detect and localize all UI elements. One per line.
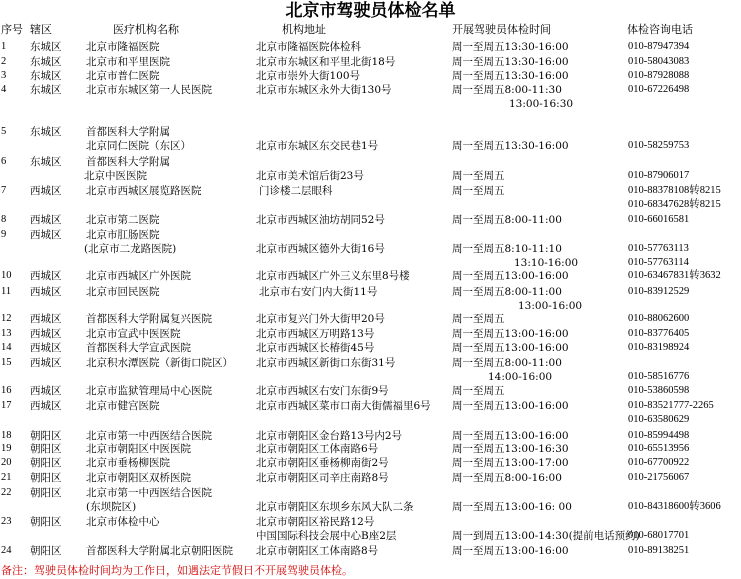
cell-hours: 周一至周五13:00-16:00 [452, 400, 569, 412]
cell-address: 北京市西城区长椿街45号 [256, 342, 375, 354]
cell-hours: 周一至周五 [452, 385, 505, 397]
cell-district: 西城区 [30, 270, 62, 282]
cell-name: 北京市监狱管理局中心医院 [86, 385, 212, 397]
cell-district: 朝阳区 [30, 430, 62, 442]
cell-district: 西城区 [30, 400, 62, 412]
cell-district: 西城区 [30, 385, 62, 397]
header-address: 机构地址 [282, 23, 326, 36]
cell-name: 北京市健宫医院 [86, 400, 160, 412]
cell-phone: 010-68017701 [628, 530, 690, 541]
cell-hours: 13:00-16:30 [509, 98, 574, 110]
cell-name: 北京市和平里医院 [86, 56, 170, 68]
cell-name: 北京市西城区展览路医院 [86, 185, 202, 197]
cell-no: 2 [1, 56, 7, 67]
cell-phone: 010-83198924 [628, 342, 690, 353]
cell-district: 朝阳区 [30, 487, 62, 499]
cell-address: 北京市西城区万明路13号 [256, 328, 375, 340]
cell-phone: 010-65513956 [628, 443, 690, 454]
header-district: 辖区 [30, 23, 52, 36]
cell-hours: 13:00-16:00 [518, 300, 583, 312]
cell-hours: 周一至周五13:30-16:00 [452, 70, 569, 82]
cell-phone: 010-53860598 [628, 385, 690, 396]
cell-phone: 010-57763113 [628, 243, 689, 254]
cell-hours: 周一至周五13:00-16:00 [452, 545, 569, 557]
cell-no: 16 [1, 385, 12, 396]
cell-name: 北京中医医院 [84, 170, 147, 182]
cell-district: 东城区 [30, 126, 62, 138]
cell-district: 朝阳区 [30, 443, 62, 455]
cell-phone: 010-21756067 [628, 472, 690, 483]
cell-name: (北京市二龙路医院) [84, 243, 177, 255]
header-no: 序号 [1, 23, 23, 36]
cell-name: 北京市回民医院 [86, 286, 160, 298]
cell-address: 北京市朝阳区东坝乡东风大队二条 [256, 501, 414, 513]
cell-address: 北京市朝阳区金台路13号内2号 [256, 430, 403, 442]
cell-no: 19 [1, 443, 12, 454]
cell-no: 3 [1, 70, 7, 81]
cell-phone: 010-89138251 [628, 545, 690, 556]
cell-phone: 010-68347628转8215 [628, 199, 721, 210]
cell-phone: 010-67226498 [628, 84, 690, 95]
cell-phone: 010-88062600 [628, 313, 690, 324]
cell-hours: 13:10-16:00 [514, 257, 579, 269]
cell-name: 北京市隆福医院 [86, 41, 160, 53]
cell-no: 24 [1, 545, 12, 556]
cell-name: 北京市东城区第一人民医院 [86, 84, 212, 96]
cell-name: 北京市第二医院 [86, 214, 160, 226]
cell-no: 22 [1, 487, 12, 498]
cell-name: 北京市第一中西医结合医院 [86, 487, 212, 499]
cell-district: 朝阳区 [30, 545, 62, 557]
header-hours: 开展驾驶员体检时间 [452, 23, 551, 36]
cell-hours: 周一至周五13:00-16: 00 [452, 501, 572, 513]
cell-phone: 010-58516776 [628, 371, 690, 382]
cell-district: 西城区 [30, 229, 62, 241]
cell-no: 10 [1, 270, 12, 281]
cell-district: 东城区 [30, 70, 62, 82]
cell-phone: 010-84318600转3606 [628, 501, 721, 512]
cell-hours: 周一至周五8:00-11:30 [452, 84, 562, 96]
cell-name: (东坝院区) [86, 501, 137, 513]
cell-no: 5 [1, 126, 7, 137]
cell-no: 6 [1, 156, 7, 167]
cell-no: 8 [1, 214, 7, 225]
cell-hours: 周一至周五8:00-16:00 [452, 472, 562, 484]
cell-address: 门诊楼二层眼科 [259, 185, 333, 197]
cell-no: 13 [1, 328, 12, 339]
cell-no: 15 [1, 357, 12, 368]
cell-address: 北京市朝阳区工体南路6号 [256, 443, 379, 455]
cell-district: 朝阳区 [30, 516, 62, 528]
cell-address: 北京市复兴门外大街甲20号 [256, 313, 385, 325]
cell-address: 北京市朝阳区裕民路12号 [256, 516, 375, 528]
cell-hours: 周一至周五8:00-11:00 [452, 357, 562, 369]
cell-district: 西城区 [30, 286, 62, 298]
cell-hours: 周一至周五8:00-11:00 [452, 214, 562, 226]
cell-address: 北京市崇外大街100号 [256, 70, 361, 82]
cell-name: 北京市朝阳区中医医院 [86, 443, 191, 455]
cell-name: 北京同仁医院（东区） [86, 140, 191, 152]
cell-hours: 周一至周五13:00-16:00 [452, 342, 569, 354]
cell-name: 首都医科大学宣武医院 [86, 342, 191, 354]
cell-phone: 010-83521777-2265 [628, 400, 714, 411]
cell-phone: 010-83912529 [628, 286, 690, 297]
cell-district: 东城区 [30, 41, 62, 53]
cell-district: 西城区 [30, 328, 62, 340]
page-title: 北京市驾驶员体检名单 [285, 1, 456, 21]
cell-district: 东城区 [30, 84, 62, 96]
cell-district: 西城区 [30, 357, 62, 369]
cell-no: 12 [1, 313, 12, 324]
cell-hours: 周一至周五13:00-16:00 [452, 328, 569, 340]
cell-address: 北京市右安门内大街11号 [259, 286, 378, 298]
cell-name: 北京市垂杨柳医院 [86, 457, 170, 469]
cell-phone: 010-83776405 [628, 328, 690, 339]
cell-phone: 010-58043083 [628, 56, 690, 67]
cell-district: 西城区 [30, 342, 62, 354]
cell-address: 北京市东城区和平里北街18号 [256, 56, 396, 68]
cell-address: 中国国际科技会展中心B座2层 [256, 530, 397, 542]
cell-name: 北京积水潭医院（新街口院区） [86, 357, 233, 369]
cell-district: 西城区 [30, 313, 62, 325]
cell-phone: 010-63580629 [628, 414, 690, 425]
cell-hours: 14:00-16:00 [488, 371, 553, 383]
cell-name: 北京市肛肠医院 [86, 229, 160, 241]
cell-address: 北京市朝阳区工体南路8号 [256, 545, 379, 557]
cell-name: 首都医科大学附属 [86, 156, 170, 168]
cell-phone: 010-87928088 [628, 70, 690, 81]
cell-address: 北京市美术馆后街23号 [256, 170, 364, 182]
cell-no: 23 [1, 516, 12, 527]
cell-district: 西城区 [30, 214, 62, 226]
cell-no: 4 [1, 84, 7, 95]
cell-hours: 周一至周五 [452, 170, 505, 182]
cell-no: 21 [1, 472, 12, 483]
cell-address: 北京市东城区永外大街130号 [256, 84, 392, 96]
cell-hours: 周一至周五8:10-11:10 [452, 243, 562, 255]
cell-district: 东城区 [30, 56, 62, 68]
cell-hours: 周一至周五13:00-16:00 [452, 430, 569, 442]
cell-address: 北京市西城区油坊胡同52号 [256, 214, 385, 226]
cell-district: 东城区 [30, 156, 62, 168]
cell-address: 北京市西城区广外三义东里8号楼 [256, 270, 410, 282]
cell-no: 9 [1, 229, 7, 240]
cell-district: 朝阳区 [30, 457, 62, 469]
cell-no: 17 [1, 400, 12, 411]
cell-address: 北京市西城区德外大街16号 [256, 243, 385, 255]
cell-no: 20 [1, 457, 12, 468]
cell-hours: 周一至周五 [452, 313, 505, 325]
cell-no: 7 [1, 185, 7, 196]
cell-name: 北京市体检中心 [86, 516, 160, 528]
cell-name: 北京市朝阳区双桥医院 [86, 472, 191, 484]
cell-no: 11 [1, 286, 12, 297]
cell-name: 首都医科大学附属复兴医院 [86, 313, 212, 325]
cell-hours: 周一至周五13:00-16:00 [452, 270, 569, 282]
cell-hours: 周一至周五13:00-16:30 [452, 443, 569, 455]
cell-hours: 周一到周五13:00-14:30(提前电话预约) [452, 530, 640, 542]
cell-phone: 010-85994498 [628, 430, 690, 441]
cell-no: 14 [1, 342, 12, 353]
cell-address: 北京市东城区东交民巷1号 [256, 140, 379, 152]
cell-name: 北京市宣武中医医院 [86, 328, 181, 340]
cell-address: 北京市朝阳区司辛庄南路8号 [256, 472, 389, 484]
cell-no: 18 [1, 430, 12, 441]
cell-address: 北京市西城区新街口东街31号 [256, 357, 396, 369]
cell-name: 北京市第一中西医结合医院 [86, 430, 212, 442]
cell-hours: 周一至周五8:00-11:00 [452, 286, 562, 298]
cell-hours: 周一至周五13:30-16:00 [452, 41, 569, 53]
cell-phone: 010-57763114 [628, 257, 689, 268]
cell-district: 朝阳区 [30, 472, 62, 484]
cell-phone: 010-63467831转3632 [628, 270, 721, 281]
cell-address: 北京市西城区菜市口南大街儒福里6号 [256, 400, 431, 412]
footnote: 备注：驾驶员体检时间均为工作日，如遇法定节假日不开展驾驶员体检。 [1, 564, 353, 577]
cell-phone: 010-67700922 [628, 457, 690, 468]
cell-address: 北京市隆福医院体检科 [256, 41, 361, 53]
cell-name: 北京市普仁医院 [86, 70, 160, 82]
header-name: 医疗机构名称 [113, 23, 179, 36]
cell-phone: 010-58259753 [628, 140, 690, 151]
cell-hours: 周一至周五 [452, 185, 505, 197]
cell-name: 首都医科大学附属 [86, 126, 170, 138]
cell-phone: 010-87906017 [628, 170, 690, 181]
cell-phone: 010-66016581 [628, 214, 690, 225]
cell-name: 北京市西城区广外医院 [86, 270, 191, 282]
header-phone: 体检咨询电话 [627, 23, 693, 36]
cell-address: 北京市朝阳区垂杨柳南街2号 [256, 457, 389, 469]
cell-hours: 周一至周五13:30-16:00 [452, 140, 569, 152]
cell-phone: 010-88378108转8215 [628, 185, 721, 196]
cell-no: 1 [1, 41, 7, 52]
cell-phone: 010-87947394 [628, 41, 690, 52]
cell-district: 西城区 [30, 185, 62, 197]
cell-hours: 周一至周五13:00-17:00 [452, 457, 569, 469]
cell-address: 北京市西城区右安门东街9号 [256, 385, 389, 397]
cell-name: 首都医科大学附属北京朝阳医院 [86, 545, 233, 557]
cell-hours: 周一至周五13:30-16:00 [452, 56, 569, 68]
